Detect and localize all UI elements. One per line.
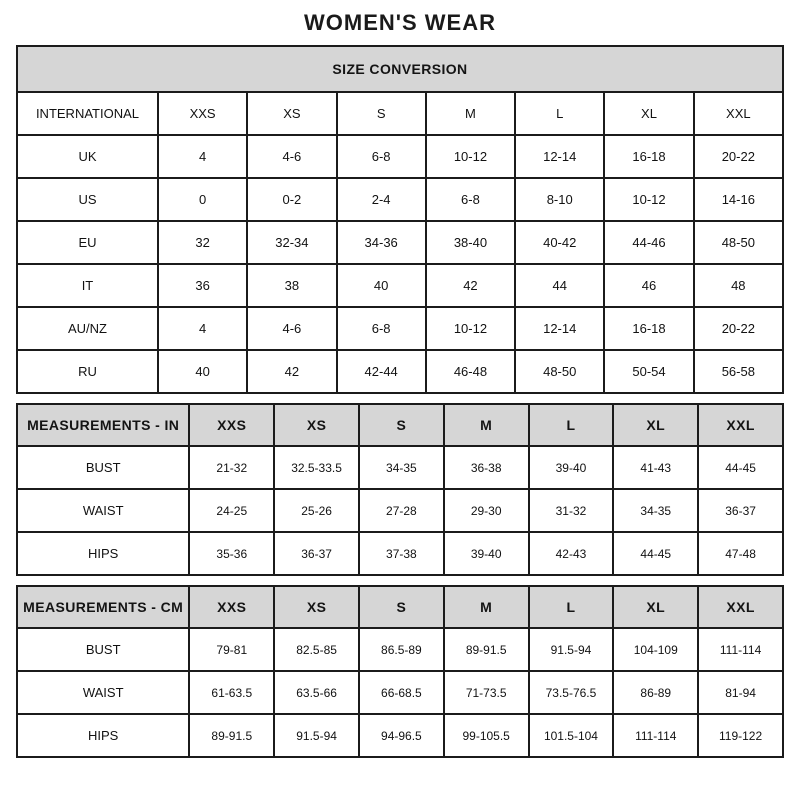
row-label: BUST: [17, 446, 189, 489]
value-cell: 31-32: [529, 489, 614, 532]
value-cell: 86-89: [613, 671, 698, 714]
size-header-cell: S: [359, 586, 444, 628]
size-header-cell: XXL: [698, 586, 783, 628]
row-label: WAIST: [17, 671, 189, 714]
measurements-cm-table: [16, 585, 784, 758]
row-label: RU: [17, 350, 158, 393]
table-header-row: [17, 46, 783, 92]
value-cell: 38: [247, 264, 336, 307]
value-cell: 56-58: [694, 350, 783, 393]
value-cell: 12-14: [515, 135, 604, 178]
table-row: [17, 221, 783, 264]
value-cell: 32: [158, 221, 247, 264]
value-cell: 6-8: [426, 178, 515, 221]
value-cell: 41-43: [613, 446, 698, 489]
value-cell: 111-114: [613, 714, 698, 757]
table-row: [17, 92, 783, 135]
value-cell: 4-6: [247, 135, 336, 178]
size-header-cell: XS: [274, 404, 359, 446]
value-cell: 42-43: [529, 532, 614, 575]
size-header-cell: M: [444, 586, 529, 628]
value-cell: 14-16: [694, 178, 783, 221]
value-cell: 16-18: [604, 135, 693, 178]
value-cell: 44-45: [613, 532, 698, 575]
value-cell: 101.5-104: [529, 714, 614, 757]
value-cell: 4: [158, 135, 247, 178]
row-label: AU/NZ: [17, 307, 158, 350]
table-row: [17, 307, 783, 350]
value-cell: 94-96.5: [359, 714, 444, 757]
value-cell: XXL: [694, 92, 783, 135]
measurements-cm-header: MEASUREMENTS - CM: [17, 586, 189, 628]
value-cell: 86.5-89: [359, 628, 444, 671]
size-conversion-table: [16, 45, 784, 394]
value-cell: 71-73.5: [444, 671, 529, 714]
table-row: [17, 135, 783, 178]
table-row: [17, 446, 783, 489]
value-cell: 48-50: [515, 350, 604, 393]
table-row: [17, 671, 783, 714]
value-cell: 4: [158, 307, 247, 350]
value-cell: 99-105.5: [444, 714, 529, 757]
value-cell: XXS: [158, 92, 247, 135]
value-cell: 39-40: [444, 532, 529, 575]
value-cell: 48-50: [694, 221, 783, 264]
value-cell: 32.5-33.5: [274, 446, 359, 489]
row-label: INTERNATIONAL: [17, 92, 158, 135]
table-row: [17, 264, 783, 307]
value-cell: 44: [515, 264, 604, 307]
value-cell: 39-40: [529, 446, 614, 489]
value-cell: 47-48: [698, 532, 783, 575]
value-cell: 44-46: [604, 221, 693, 264]
value-cell: 66-68.5: [359, 671, 444, 714]
value-cell: 20-22: [694, 135, 783, 178]
value-cell: 111-114: [698, 628, 783, 671]
table-gap: [16, 394, 784, 403]
value-cell: 61-63.5: [189, 671, 274, 714]
row-label: UK: [17, 135, 158, 178]
value-cell: 12-14: [515, 307, 604, 350]
size-header-cell: L: [529, 586, 614, 628]
value-cell: 46-48: [426, 350, 515, 393]
value-cell: 40-42: [515, 221, 604, 264]
size-header-cell: XS: [274, 586, 359, 628]
table-row: [17, 714, 783, 757]
value-cell: 50-54: [604, 350, 693, 393]
value-cell: 42: [426, 264, 515, 307]
size-header-cell: XL: [613, 586, 698, 628]
table-row: [17, 350, 783, 393]
size-header-cell: XL: [613, 404, 698, 446]
value-cell: 34-35: [359, 446, 444, 489]
size-header-cell: XXS: [189, 586, 274, 628]
page-title: WOMEN'S WEAR: [304, 9, 496, 35]
size-header-cell: M: [444, 404, 529, 446]
value-cell: 91.5-94: [529, 628, 614, 671]
row-label: WAIST: [17, 489, 189, 532]
value-cell: 73.5-76.5: [529, 671, 614, 714]
value-cell: XL: [604, 92, 693, 135]
value-cell: 46: [604, 264, 693, 307]
value-cell: 36-38: [444, 446, 529, 489]
value-cell: 16-18: [604, 307, 693, 350]
size-header-cell: S: [359, 404, 444, 446]
value-cell: 0: [158, 178, 247, 221]
table-row: [17, 178, 783, 221]
value-cell: 34-35: [613, 489, 698, 532]
value-cell: 89-91.5: [189, 714, 274, 757]
value-cell: 24-25: [189, 489, 274, 532]
value-cell: 81-94: [698, 671, 783, 714]
row-label: HIPS: [17, 714, 189, 757]
row-label: HIPS: [17, 532, 189, 575]
size-conversion-header: SIZE CONVERSION: [17, 46, 783, 92]
value-cell: 10-12: [426, 135, 515, 178]
value-cell: 20-22: [694, 307, 783, 350]
row-label: US: [17, 178, 158, 221]
value-cell: M: [426, 92, 515, 135]
size-header-cell: XXL: [698, 404, 783, 446]
value-cell: S: [337, 92, 426, 135]
size-header-cell: L: [529, 404, 614, 446]
table-header-row: [17, 586, 783, 628]
value-cell: 63.5-66: [274, 671, 359, 714]
title-bar: [0, 0, 800, 45]
value-cell: 42-44: [337, 350, 426, 393]
tables-container: [16, 45, 784, 758]
value-cell: 104-109: [613, 628, 698, 671]
value-cell: 40: [158, 350, 247, 393]
value-cell: 4-6: [247, 307, 336, 350]
value-cell: 25-26: [274, 489, 359, 532]
value-cell: 34-36: [337, 221, 426, 264]
value-cell: 35-36: [189, 532, 274, 575]
value-cell: 40: [337, 264, 426, 307]
value-cell: 44-45: [698, 446, 783, 489]
value-cell: 79-81: [189, 628, 274, 671]
value-cell: 37-38: [359, 532, 444, 575]
value-cell: 8-10: [515, 178, 604, 221]
table-header-row: [17, 404, 783, 446]
value-cell: 10-12: [426, 307, 515, 350]
value-cell: 82.5-85: [274, 628, 359, 671]
value-cell: XS: [247, 92, 336, 135]
row-label: IT: [17, 264, 158, 307]
value-cell: 27-28: [359, 489, 444, 532]
value-cell: 10-12: [604, 178, 693, 221]
table-row: [17, 489, 783, 532]
value-cell: 36: [158, 264, 247, 307]
table-row: [17, 628, 783, 671]
measurements-in-table: [16, 403, 784, 576]
row-label: BUST: [17, 628, 189, 671]
value-cell: 6-8: [337, 135, 426, 178]
row-label: EU: [17, 221, 158, 264]
value-cell: 0-2: [247, 178, 336, 221]
value-cell: 119-122: [698, 714, 783, 757]
value-cell: 36-37: [698, 489, 783, 532]
value-cell: 48: [694, 264, 783, 307]
table-row: [17, 532, 783, 575]
value-cell: 42: [247, 350, 336, 393]
size-header-cell: XXS: [189, 404, 274, 446]
value-cell: 91.5-94: [274, 714, 359, 757]
value-cell: 2-4: [337, 178, 426, 221]
measurements-in-header: MEASUREMENTS - IN: [17, 404, 189, 446]
value-cell: L: [515, 92, 604, 135]
value-cell: 32-34: [247, 221, 336, 264]
table-gap: [16, 576, 784, 585]
value-cell: 38-40: [426, 221, 515, 264]
value-cell: 89-91.5: [444, 628, 529, 671]
value-cell: 21-32: [189, 446, 274, 489]
value-cell: 6-8: [337, 307, 426, 350]
value-cell: 29-30: [444, 489, 529, 532]
value-cell: 36-37: [274, 532, 359, 575]
